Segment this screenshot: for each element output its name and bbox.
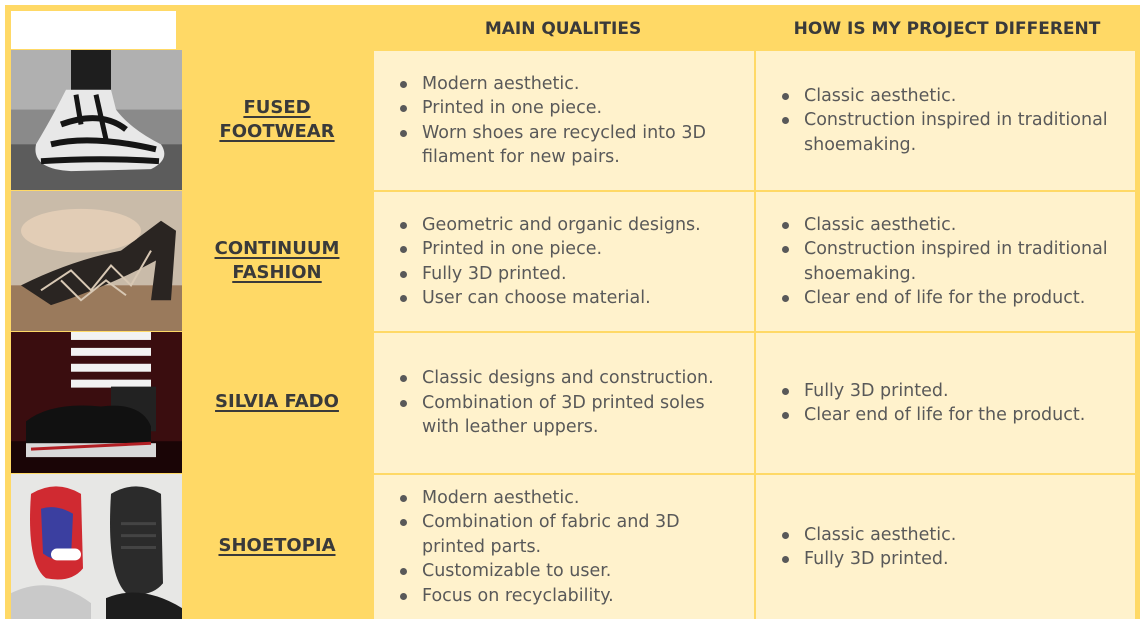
list-item: Classic aesthetic. (780, 84, 1125, 109)
list-item: Clear end of life for the product. (780, 403, 1085, 428)
shoetopia-photo (5, 473, 182, 619)
row-name-fused-footwear (182, 49, 372, 190)
list-item: Modern aesthetic. (398, 72, 744, 97)
name-line-2: FASHION (232, 261, 322, 283)
different-silvia-fado (754, 331, 1140, 473)
list-item: Fully 3D printed. (780, 547, 956, 572)
qualities-fused-footwear (372, 49, 754, 190)
continuum-fashion-photo (5, 190, 182, 331)
name-line-2: FOOTWEAR (219, 120, 335, 142)
qualities-silvia-fado (372, 331, 754, 473)
header-how-different: HOW IS MY PROJECT DIFFERENT (793, 19, 1101, 39)
row-name-silvia-fado (182, 331, 372, 473)
qualities-continuum-fashion (372, 190, 754, 331)
header-name-blank (182, 5, 372, 49)
list-item: Combination of 3D printed soles with leather uppers. (398, 391, 744, 440)
list-item: Classic aesthetic. (780, 523, 956, 548)
list-item: Construction inspired in traditional shoemaking. (780, 108, 1125, 157)
list-item: Modern aesthetic. (398, 486, 744, 511)
list-item: Classic aesthetic. (780, 213, 1125, 238)
list-item: Combination of fabric and 3D printed parts. (398, 510, 744, 559)
different-continuum-fashion (754, 190, 1140, 331)
row-name-shoetopia (182, 473, 372, 619)
row-name-continuum-fashion (182, 190, 372, 331)
qualities-shoetopia (372, 473, 754, 619)
list-item: Printed in one piece. (398, 96, 744, 121)
list-item: Construction inspired in traditional shoemaking. (780, 237, 1125, 286)
name-line-1: CONTINUUM (214, 237, 340, 259)
header-corner-blank (5, 5, 182, 49)
list-item: Fully 3D printed. (398, 262, 701, 287)
list-item: Printed in one piece. (398, 237, 701, 262)
name-line-1: SILVIA FADO (215, 391, 339, 412)
fused-footwear-photo (5, 49, 182, 190)
list-item: Clear end of life for the product. (780, 286, 1125, 311)
different-shoetopia (754, 473, 1140, 619)
list-item: Fully 3D printed. (780, 379, 1085, 404)
list-item: Focus on recyclability. (398, 584, 744, 609)
name-line-1: SHOETOPIA (218, 535, 336, 556)
name-line-1: FUSED (243, 96, 311, 118)
different-fused-footwear (754, 49, 1140, 190)
list-item: User can choose material. (398, 286, 701, 311)
list-item: Customizable to user. (398, 559, 744, 584)
list-item: Geometric and organic designs. (398, 213, 701, 238)
comparison-table (5, 5, 1140, 619)
header-main-qualities: MAIN QUALITIES (484, 19, 642, 39)
silvia-fado-photo (5, 331, 182, 473)
list-item: Worn shoes are recycled into 3D filament for new pairs. (398, 121, 744, 170)
list-item: Classic designs and construction. (398, 366, 744, 391)
